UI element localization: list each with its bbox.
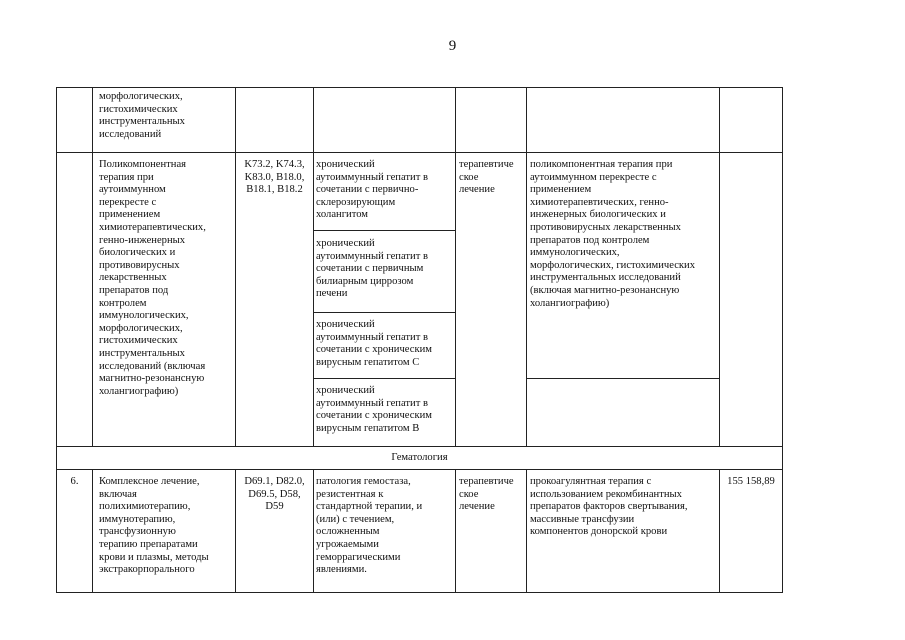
hepatitis-icd-codes: K73.2, K74.3, K83.0, B18.0, B18.1, B18.2 xyxy=(244,159,305,196)
table-top-border xyxy=(56,87,783,88)
page-number: 9 xyxy=(448,38,457,54)
col-divider xyxy=(313,87,314,446)
col-divider xyxy=(526,469,527,592)
col-divider xyxy=(92,87,93,446)
model-divider xyxy=(313,378,455,379)
col-divider xyxy=(719,87,720,446)
hepatitis-treatment-method: поликомпонентная терапия при аутоиммунном перекресте с применением химиотерапевтических, генно- инженерных биологических и противовирусных лекарственных препаратов под контролем иммунологических, морфологических, гистохимических инструментальных исследований (включая магнитно-резонансную холангиографию) xyxy=(530,159,696,309)
row6-method-cell: Комплексное лечение, включая полихимиотерапию, иммунотерапию, трансфузионную терапию препаратами крови и плазмы, методы экстракорпорального xyxy=(99,476,209,576)
top-row-method-cell: морфологических, гистохимических инструментальных исследований xyxy=(99,91,185,140)
col-divider xyxy=(455,469,456,592)
col-divider xyxy=(235,87,236,446)
hepatitis-model-4: хронический аутоиммунный гепатит в сочетании с хроническим вирусным гепатитом B xyxy=(316,385,432,434)
section-header-hematology: Гематология xyxy=(391,452,448,463)
col-divider xyxy=(455,87,456,446)
row6-icd-codes: D69.1, D82.0, D69.5, D58, D59 xyxy=(244,476,305,513)
row-divider xyxy=(56,446,783,447)
table-bottom-edge xyxy=(56,592,783,593)
col-divider xyxy=(235,469,236,592)
model-divider xyxy=(313,230,455,231)
section-divider xyxy=(56,469,783,470)
treatment-divider xyxy=(526,378,719,379)
col-divider xyxy=(313,469,314,592)
hepatitis-treatment-type: терапевтиче ское лечение xyxy=(459,159,514,196)
row-divider xyxy=(56,152,783,153)
row6-treatment-type: терапевтиче ское лечение xyxy=(459,476,514,513)
hepatitis-model-3: хронический аутоиммунный гепатит в сочетании с хроническим вирусным гепатитом C xyxy=(316,319,432,368)
row6-treatment-method: прокоагулянтная терапия с использованием рекомбинантных препаратов факторов свертывания, массивные трансфузии компонентов донорской крови xyxy=(530,476,688,538)
row6-patient-model: патология гемостаза, резистентная к стандартной терапии, и (или) с течением, осложненным угрожаемыми геморрагическими явлениями. xyxy=(316,476,423,576)
row6-cost: 155 158,89 xyxy=(727,476,775,487)
table-right-border xyxy=(782,87,783,592)
hepatitis-method-cell: Поликомпонентная терапия при аутоиммунном перекресте с применением химиотерапевтических, генно-инженерных биологических и противовирусных лекарственных препаратов под контролем иммунологических, морфологических, гистохимических инструментальных исследований (включая магнитно-резонансную холангиографию) xyxy=(99,159,206,397)
hepatitis-model-1: хронический аутоиммунный гепатит в сочетании с первично- склерозирующим холангитом xyxy=(316,159,428,221)
table-left-border xyxy=(56,87,57,592)
col-divider xyxy=(92,469,93,592)
model-divider xyxy=(313,312,455,313)
row-number: 6. xyxy=(70,476,79,487)
col-divider xyxy=(526,87,527,446)
hepatitis-model-2: хронический аутоиммунный гепатит в сочетании с первичным билиарным циррозом печени xyxy=(316,238,428,300)
